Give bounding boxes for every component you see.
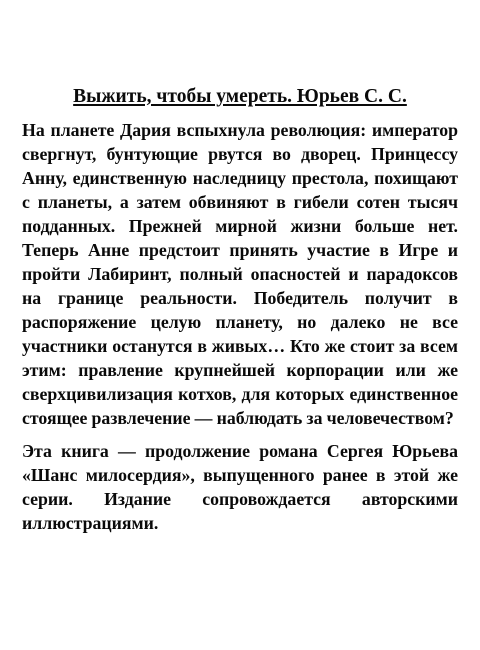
annotation-paragraph-1: На планете Дария вспыхнула революция: император свергнут, бунтующие рвутся во дворец. Принцессу Анну, единственную наследницу престола, похищают с планеты, а затем обвиняют в гибели сотен тысяч подданных. Прежней мирной жизни больше нет. Теперь Анне предстоит принять участие в Игре и пройти Лабиринт, полный опасностей и парадоксов на границе реальности. Победитель получит в распоряжение целую планету, но далеко не все участники останутся в живых… Кто же стоит за всем этим: правление крупнейшей корпорации или же сверхцивилизация котхов, для которых единственное стоящее развлечение — наблюдать за человечеством? xyxy=(22,120,458,428)
book-title: Выжить, чтобы умереть. Юрьев С. С. xyxy=(73,86,407,107)
book-annotation xyxy=(22,86,458,535)
annotation-paragraph-2: Эта книга — продолжение романа Сергея Юрьева «Шанс милосердия», выпущенного ранее в этой же серии. Издание сопровождается авторскими иллюстрациями. xyxy=(22,441,458,533)
